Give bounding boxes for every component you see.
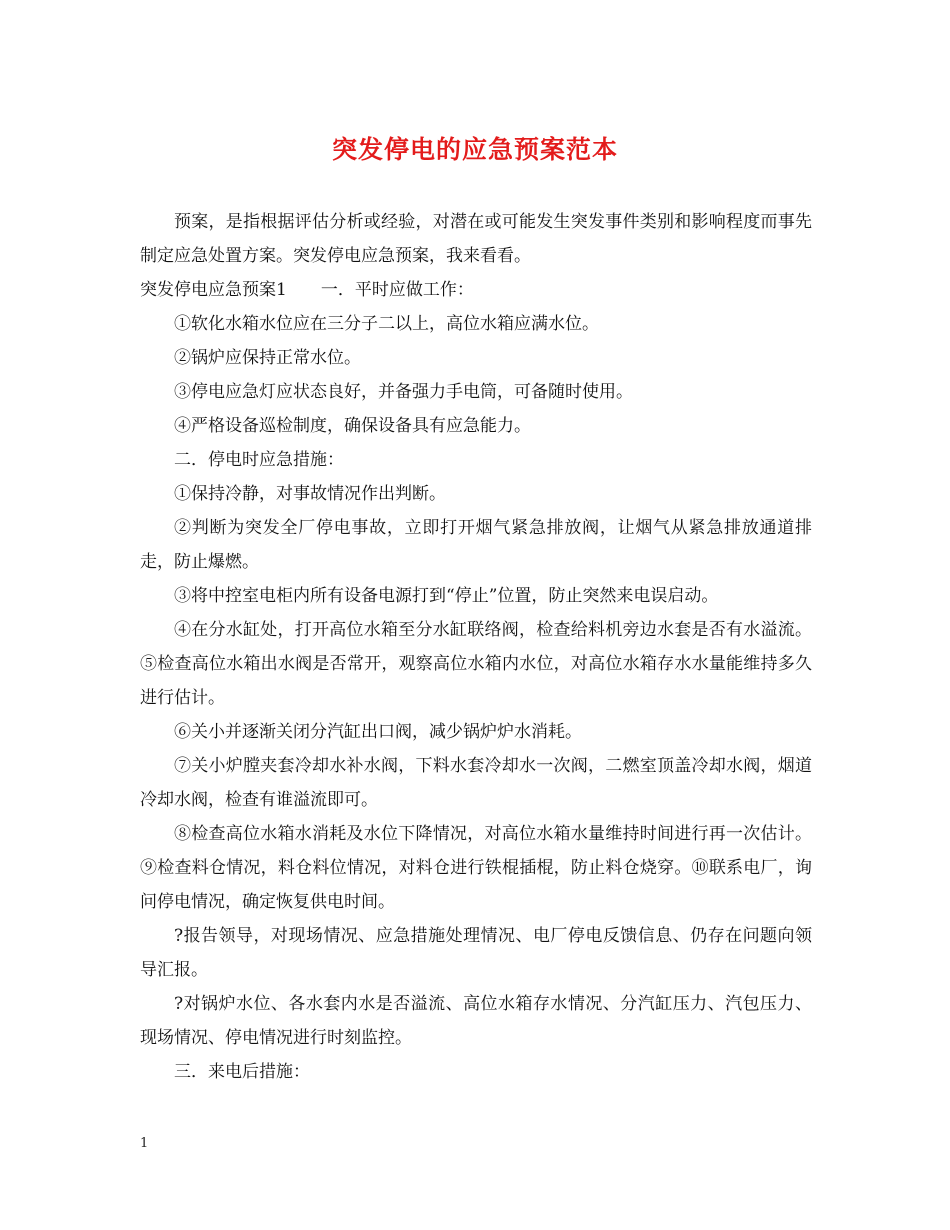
paragraph: ③将中控室电柜内所有设备电源打到“停止”位置，防止突然来电误启动。 (174, 586, 719, 606)
paragraph: ⑧检查高位水箱水消耗及水位下降情况，对高位水箱水量维持时间进行再一次估计。 ⑨检查料仓情况，料仓料位情况，对料仓进行铁棍插棍，防止料仓烧穿。⑩联系电厂，询问停电情况，确定恢复供电时间。 (140, 824, 812, 912)
paragraph-section-heading: 三．来电后措施： (174, 1062, 310, 1082)
paragraph: ②判断为突发全厂停电事故，立即打开烟气紧急排放阀，让烟气从紧急排放通道排走，防止爆燃。 (140, 518, 812, 572)
paragraph: ⑥关小并逐渐关闭分汽缸出口阀，减少锅炉炉水消耗。 (174, 722, 582, 742)
paragraph: ?对锅炉水位、各水套内水是否溢流、高位水箱存水情况、分汽缸压力、汽包压力、现场情况、停电情况进行时刻监控。 (140, 994, 812, 1048)
page-number: 1 (140, 1136, 149, 1151)
paragraph: ①保持冷静，对事故情况作出判断。 (174, 484, 446, 504)
paragraph-section-heading: 突发停电应急预案1 一．平时应做工作： (140, 280, 474, 300)
document-body (140, 205, 812, 1089)
paragraph: ⑦关小炉膛夹套冷却水补水阀，下料水套冷却水一次阀，二燃室顶盖冷却水阀，烟道冷却水阀，检查有谁溢流即可。 (140, 756, 812, 810)
paragraph-section-heading: 二．停电时应急措施： (174, 450, 344, 470)
paragraph: ④在分水缸处，打开高位水箱至分水缸联络阀，检查给料机旁边水套是否有水溢流。 ⑤检查高位水箱出水阀是否常开，观察高位水箱内水位，对高位水箱存水水量能维持多久进行估计。 (140, 620, 812, 708)
document-title: 突发停电的应急预案范本 (331, 135, 618, 164)
paragraph: ②锅炉应保持正常水位。 (174, 348, 361, 368)
paragraph: ?报告领导，对现场情况、应急措施处理情况、电厂停电反馈信息、仍存在问题向领导汇报。 (140, 926, 812, 980)
paragraph: ①软化水箱水位应在三分子二以上，高位水箱应满水位。 (174, 314, 599, 334)
paragraph: ④严格设备巡检制度，确保设备具有应急能力。 (174, 416, 531, 436)
paragraph: 预案，是指根据评估分析或经验，对潜在或可能发生突发事件类别和影响程度而事先制定应急处置方案。突发停电应急预案，我来看看。 (140, 212, 812, 266)
paragraph: ③停电应急灯应状态良好，并备强力手电筒，可备随时使用。 (174, 382, 633, 402)
